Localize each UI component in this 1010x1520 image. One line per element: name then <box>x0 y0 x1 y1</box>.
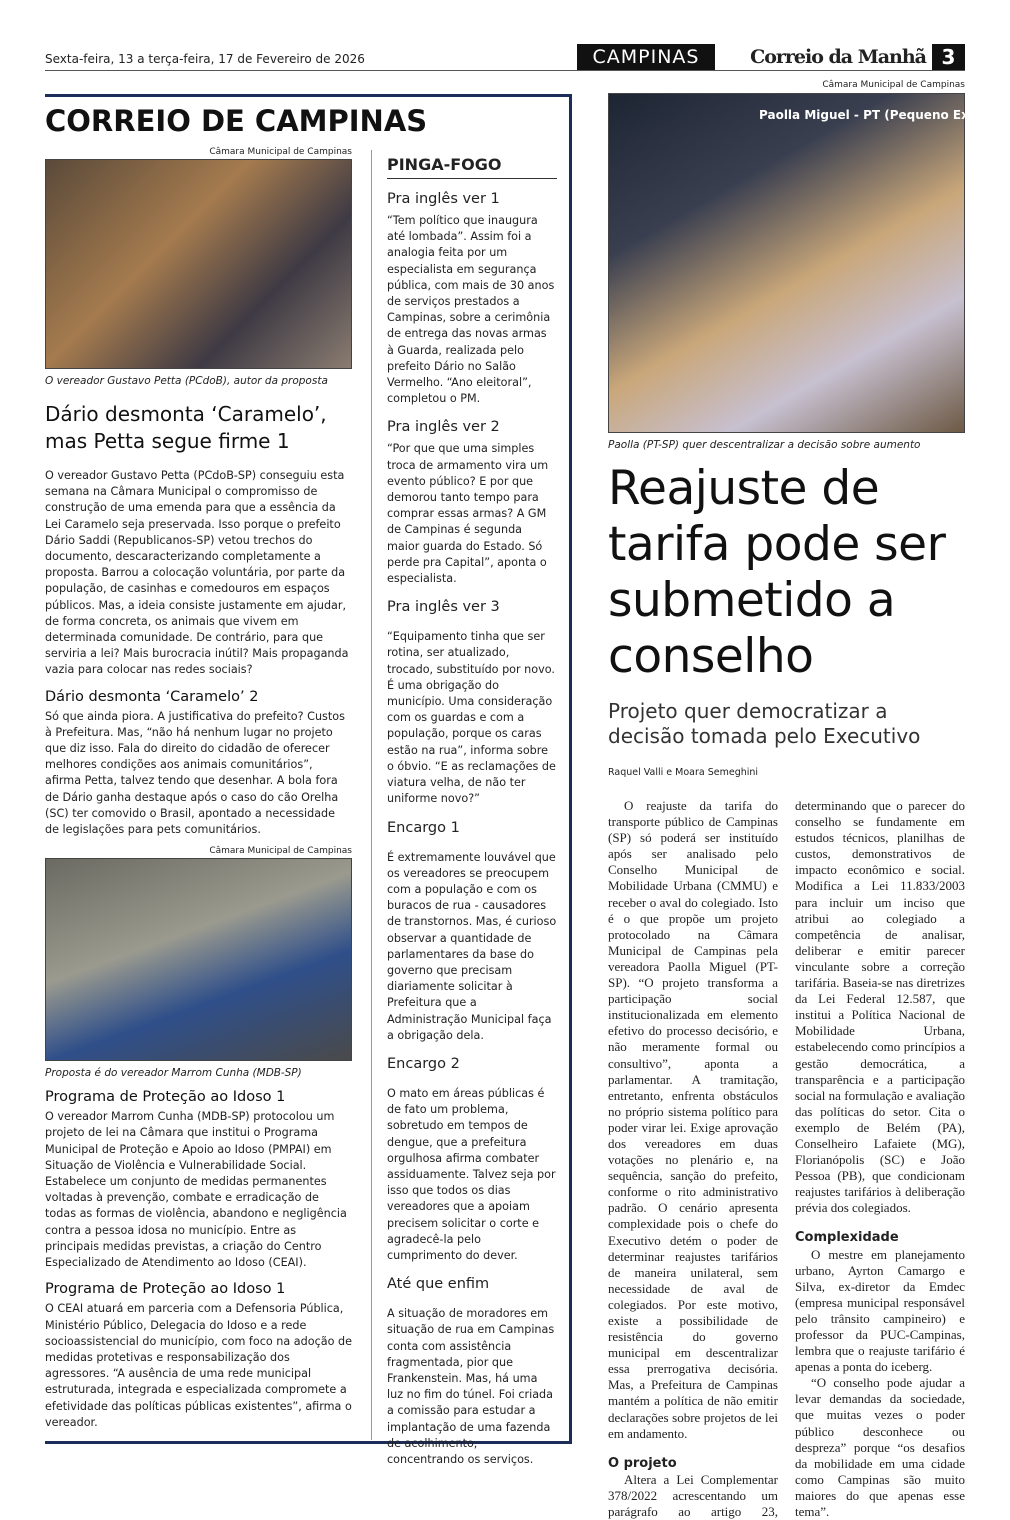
paragraph: O reajuste da tarifa do transporte público de Campinas (SP) só poderá ser instituído após ser analisado pelo Conselho Municipal de Mobilidade Urbana (CMMU) e receber o aval do colegiado. Isto é o que propõe um projeto protocolado na Câmara Municipal de Campinas pela vereadora Paolla Miguel (PT-SP). “O projeto transforma a participação social institucionalizada em elemento efetivo do processo decisório, e não meramente formal ou consultivo”, aponta a parlamentar. A tramitação, entretanto, enfrenta obstáculos no próprio sistema político para poder virar lei. Exige aprovação dos vereadores em duas votações no plenário e, na sequência, sanção do prefeito, conforme o rito administrativo padrão. O cenário apresenta complexidade pois o chefe do Executivo detém o poder de determinar reajustes tarifários de maneira unilateral, sem necessidade de aval de colegiados. Por este motivo, existe a possibilidade de resistência do governo municipal em descentralizar essa prerrogativa decisória. Mas, a Prefeitura de Campinas mantém a política de não emitir declarações sobre projetos de lei em andamento. <box>608 798 778 1441</box>
paragraph: O vereador Gustavo Petta (PCdoB-SP) conseguiu esta semana na Câmara Municipal o compromisso de construção de uma emenda para que a essência da Lei Caramelo seja preservada. Isso porque o prefeito Dário Saddi (Republicanos-SP) vetou trechos do documento, descaracterizando completamente a proposta. Barrou a colocação voluntária, por parte da população, de casinhas e comedouros em espaços públicos. Mas, a ideia consiste justamente em ajudar, de forma concreta, os animais que vivem em determinada comunidade. De contrário, para que serviria a lei? Mais burocracia inútil? Mais propaganda vazia para colocar nas redes sociais? <box>45 469 349 677</box>
box-frame-top <box>45 94 572 97</box>
subheading: Dário desmonta ‘Caramelo’ 2 <box>45 688 259 705</box>
photo-gustavo-petta <box>45 159 352 369</box>
pinga-fogo-column <box>387 155 557 1468</box>
paragraph: O vereador Marrom Cunha (MDB-SP) protocolou um projeto de lei na Câmara que institui o Programa Municipal de Proteção e Apoio ao Idoso (PMPAI) em Situação de Violência e Vulnerabilidade Social. Estabelece um conjunto de medidas permanentes voltadas à prevenção, combate e erradicação de todas as formas de violência, abandono e negligência contra a pessoa idosa no município. Entre as principais medidas previstas, a criação do Centro Especializado de Atendimento ao Idoso (CEAI). <box>45 1110 347 1270</box>
subheading: Programa de Proteção ao Idoso 1 <box>45 1089 286 1106</box>
pinga-fogo-item-title: Encargo 1 <box>387 819 460 836</box>
pinga-fogo-title: PINGA-FOGO <box>387 155 557 179</box>
box-title: CORREIO DE CAMPINAS <box>45 104 428 138</box>
paragraph: O mestre em planejamento urbano, Ayrton Camargo e Silva, ex-diretor da Emdec (empresa municipal responsável pelo trânsito campineiro) e professor da PUC-Campinas, lembra que o reajuste tarifário é apenas a ponta do iceberg. <box>795 1246 965 1375</box>
paragraph: Só que ainda piora. A justificativa do prefeito? Custos à Prefeitura. Mas, “não há nenhum lugar no projeto que diz isso. Fala do direito do cidadão de oferecer melhores condições aos animais comunitários”, afirma Petta, talvez tendo que desenhar. A bola fora de Dário ganha destaque após o caso do cão Orelha (SC) ter comovido o Brasil, apontado a necessidade de legislações para pets comunitários. <box>45 709 345 837</box>
edition-date: Sexta-feira, 13 a terça-feira, 17 de Fevereiro de 2026 <box>45 52 365 66</box>
column-divider <box>371 150 372 1440</box>
pinga-fogo-item-text: O mato em áreas públicas é de fato um problema, sobretudo em tempos de dengue, que a prefeitura orgulhosa afirma combater assiduamente. Talvez seja por isso que todos os dias vereadores que a apoiam precisem solicitar o corte e agradecê-la pelo cumprimento do dever. <box>387 1086 556 1262</box>
screen-text: Paolla Miguel - PT (Pequeno Exp <box>759 108 978 122</box>
pinga-fogo-item-title: Encargo 2 <box>387 1055 460 1072</box>
pinga-fogo-item-text: “Equipamento tinha que ser rotina, ser atualizado, trocado, substituído por novo. É uma obrigação do município. Uma consideração com os guardas e com a população, porque os caras estão na rua”, informa sobre o óbvio. “E as reclamações de viatura velha, de não ter uniforme novo?” <box>387 630 556 806</box>
section-tag: CAMPINAS <box>577 44 715 70</box>
newspaper-logo: Correio da Manhã <box>750 46 926 68</box>
subheading: Complexidade <box>795 1230 899 1246</box>
pinga-fogo-item-text: A situação de moradores em situação de rua em Campinas conta com assistência fragmentada, pior que Frankenstein. Mas, há uma luz no fim do túnel. Foi criada a comissão para estudar a implantação de uma fazenda de acolhimento, concentrando os serviços. <box>387 1307 555 1466</box>
main-article <box>608 80 978 778</box>
column-headline: Dário desmonta ‘Caramelo’, mas Petta segue firme 1 <box>45 402 327 453</box>
photo-credit: Câmara Municipal de Campinas <box>822 80 965 90</box>
subheading: O projeto <box>608 1455 677 1471</box>
paragraph: “O conselho pode ajudar a levar demandas da sociedade, que muitas vezes o poder público desconhece ou despreza” porque “os desafios da mobilidade em uma cidade como Campinas são muito maiores do que apenas esse tema”. <box>795 1375 965 1520</box>
pinga-fogo-item-title: Pra inglês ver 1 <box>387 191 500 207</box>
article-headline: Reajuste de tarifa pode ser submetido a conselho <box>608 461 946 684</box>
photo-credit: Câmara Municipal de Campinas <box>209 846 352 857</box>
page-number: 3 <box>932 44 965 70</box>
photo-caption: Proposta é do vereador Marrom Cunha (MDB-SP) <box>45 1067 302 1080</box>
byline: Raquel Valli e Moara Semeghini <box>608 767 759 778</box>
header-rule <box>45 70 965 71</box>
article-body <box>608 798 965 1520</box>
paragraph: O CEAI atuará em parceria com a Defensoria Pública, Ministério Público, Delegacia do Idoso e a rede socioassistencial do município, com foco na adoção de medidas protetivas e responsabilização dos agressores. “A ausência de uma rede municipal estruturada, integrada e especializada compromete a efetividade das políticas públicas existentes”, afirma o vereador. <box>45 1302 352 1429</box>
photo-caption: O vereador Gustavo Petta (PCdoB), autor da proposta <box>45 375 328 387</box>
photo-paolla-miguel <box>608 93 978 433</box>
pinga-fogo-item-title: Pra inglês ver 3 <box>387 599 500 616</box>
left-column <box>45 147 352 1431</box>
pinga-fogo-item-text: “Por que que uma simples troca de armamento vira um evento público? E por que demorou tanto tempo para comprar essas armas? A GM de Campinas é segunda maior guarda do Estado. Só perde pra Capital”, aponta o especialista. <box>387 442 549 586</box>
photo-credit: Câmara Municipal de Campinas <box>209 147 352 157</box>
subheading: Programa de Proteção ao Idoso 1 <box>45 1281 286 1298</box>
photo-caption: Paolla (PT-SP) quer descentralizar a decisão sobre aumento <box>608 439 921 451</box>
pinga-fogo-item-text: “Tem político que inaugura até lombada”. Assim foi a analogia feita por um especialista em segurança pública, com mais de 30 anos de serviços prestados a Campinas, sobre a cerimônia de entrega das novas armas à Guarda, realizada pelo prefeito Dário no Salão Vermelho. “Ano eleitoral”, completou o PM. <box>387 214 555 406</box>
pinga-fogo-items <box>387 191 557 1468</box>
paragraph: Altera a Lei Complementar 378/2022 acrescentando um parágrafo ao artigo 23, determinando que o parecer do conselho se fundamente em estudos técnicos, planilhas de custos, demonstrativos de impacto econômico e social. Modifica a Lei 11.833/2003 para incluir um inciso que atribui ao colegiado a competência de analisar, deliberar e emitir parecer vinculante sobre a correção tarifária. Baseia-se nas diretrizes da Lei Federal 12.587, que institui a Política Nacional de Mobilidade Urbana, estabelecendo como princípios a gestão democrática, a transparência e a participação social na formulação e avaliação das políticas do setor. Cita o exemplo de Belém (PA), Conselheiro Lafaiete (MG), Florianópolis (SC) e João Pessoa (PB), que condicionam reajustes tarifários à deliberação prévia dos colegiados. <box>608 798 965 1520</box>
pinga-fogo-item-text: É extremamente louvável que os vereadores se preocupem com a população e com os buracos de rua - causadores de transtornos. Mas, é curioso observar a quantidade de parlamentares da base do governo que precisam diariamente solicitar à Prefeitura que a Administração Municipal faça a obrigação dela. <box>387 850 557 1042</box>
photo-marrom-cunha <box>45 858 352 1061</box>
pinga-fogo-item-title: Até que enfim <box>387 1276 490 1293</box>
pinga-fogo-item-title: Pra inglês ver 2 <box>387 419 500 436</box>
box-frame-right <box>569 94 572 1444</box>
article-subheadline: Projeto quer democratizar a decisão tomada pelo Executivo <box>608 699 921 748</box>
